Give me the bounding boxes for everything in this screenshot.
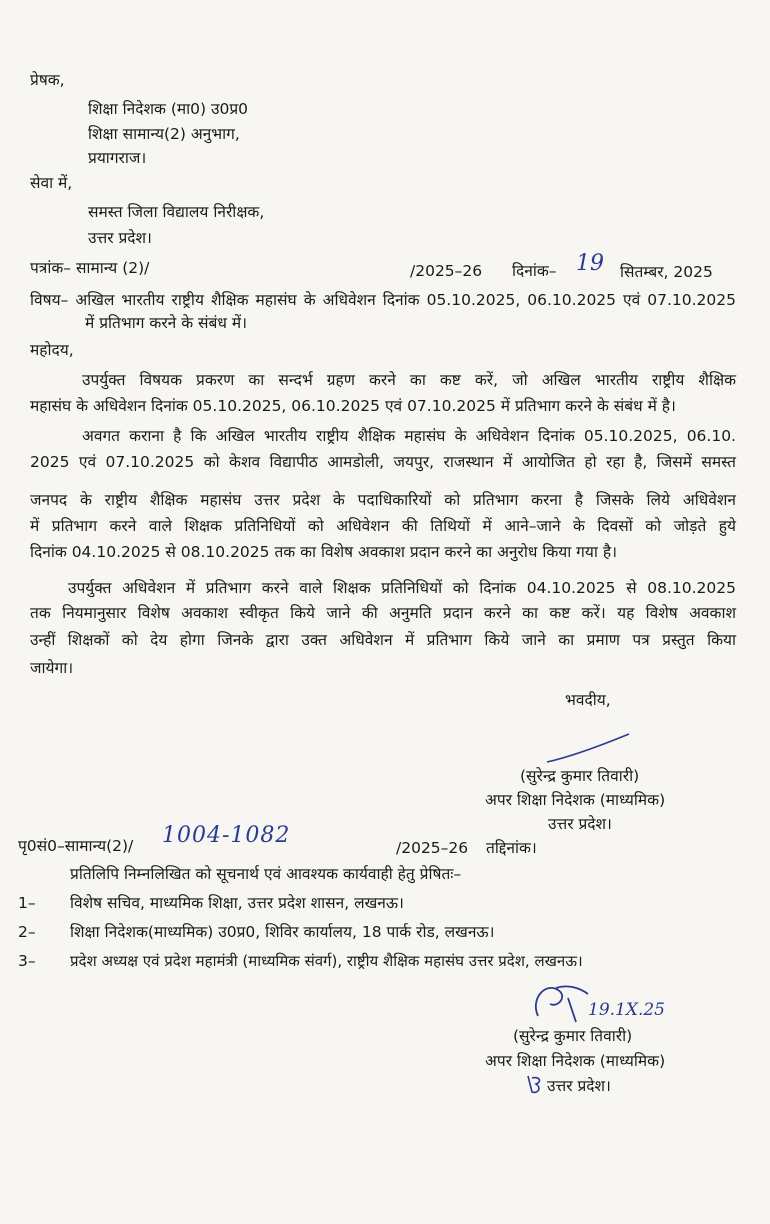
copy-item-1-text: विशेष सचिव, माध्यमिक शिक्षा, उत्तर प्रदेश शासन, लखनऊ। — [70, 894, 404, 912]
sender-office: शिक्षा निदेशक (मा0) उ0प्र0 — [88, 100, 249, 118]
copy-ref-year: /2025–26 — [396, 839, 469, 857]
para2-line-1: अवगत कराना है कि अखिल भारतीय राष्ट्रीय शैक्षिक महासंघ के अधिवेशन दिनांक 05.10.2025, 06.10. — [82, 427, 736, 445]
ref-month-year: सितम्बर, 2025 — [620, 263, 713, 281]
copy-item-2-text: शिक्षा निदेशक(माध्यमिक) उ0प्र0, शिविर कार्यालय, 18 पार्क रोड, लखनऊ। — [70, 923, 495, 941]
recipient-office: समस्त जिला विद्यालय निरीक्षक, — [88, 203, 265, 221]
signature-2-date: 19.1X.25 — [588, 1000, 665, 1020]
para1-line-1: उपर्युक्त विषयक प्रकरण का सन्दर्भ ग्रहण करने का कष्ट करें, जो अखिल भारतीय राष्ट्रीय शैक्षिक — [82, 371, 736, 389]
para2-line-4: में प्रतिभाग करने वाले शिक्षक प्रतिनिधियों को अधिवेशन की तिथियों में आने–जाने के दिवसों को जोड़ते हुये — [30, 517, 736, 535]
para2-line-2: 2025 एवं 07.10.2025 को केशव विद्यापीठ आमडोली, जयपुर, राजस्थान में आयोजित हो रहा है, जिसमें समस्त — [30, 453, 736, 471]
copy-ref-label: पृ0सं0–सामान्य(2)/ — [18, 837, 134, 855]
ref-year: /2025–26 — [410, 262, 483, 280]
closing: भवदीय, — [565, 691, 611, 709]
sender-label: प्रेषक, — [30, 71, 65, 89]
ref-date-handwritten: 19 — [576, 251, 604, 276]
subject-line-2: में प्रतिभाग करने के संबंध में। — [85, 314, 247, 332]
signatory-designation: अपर शिक्षा निदेशक (माध्यमिक) — [485, 791, 666, 809]
para1-line-2: महासंघ के अधिवेशन दिनांक 05.10.2025, 06.10.2025 एवं 07.10.2025 में प्रतिभाग करने के संबंध में है। — [30, 397, 676, 415]
initial-mark — [524, 1072, 546, 1096]
recipient-label: सेवा में, — [30, 174, 73, 192]
subject-line-1: विषय– अखिल भारतीय राष्ट्रीय शैक्षिक महासंघ के अधिवेशन दिनांक 05.10.2025, 06.10.2025 एवं 07.10.2025 — [30, 291, 736, 309]
para3-line-4: जायेगा। — [30, 659, 74, 677]
copy-item-1-number: 1– — [18, 894, 36, 912]
para2-line-5: दिनांक 04.10.2025 से 08.10.2025 तक का विशेष अवकाश प्रदान करने का अनुरोध किया गया है। — [30, 543, 617, 561]
signatory2-state: उत्तर प्रदेश। — [547, 1077, 611, 1095]
sender-section: शिक्षा सामान्य(2) अनुभाग, — [88, 125, 240, 143]
sender-city: प्रयागराज। — [88, 149, 147, 167]
copy-ref-date: तद्दिनांक। — [486, 839, 537, 857]
copy-item-2-number: 2– — [18, 923, 36, 941]
copy-intro: प्रतिलिपि निम्नलिखित को सूचनार्थ एवं आवश्यक कार्यवाही हेतु प्रेषितः– — [70, 865, 462, 883]
para3-line-3: उन्हीं शिक्षकों को देय होगा जिनके द्वारा उक्त अधिवेशन में प्रतिभाग किये जाने का प्रमाण पत्र प्रस्तुत किया — [30, 631, 736, 649]
signatory-name: (सुरेन्द्र कुमार तिवारी) — [520, 767, 640, 785]
recipient-state: उत्तर प्रदेश। — [88, 229, 152, 247]
para2-line-3: जनपद के राष्ट्रीय शैक्षिक महासंघ उत्तर प्रदेश के पदाधिकारियों को प्रतिभाग करना है जिसके लिये अधिवेशन — [30, 491, 736, 509]
patrank: पत्रांक– सामान्य (2)/ — [30, 259, 150, 277]
signature-1 — [545, 728, 635, 768]
copy-item-3-text: प्रदेश अध्यक्ष एवं प्रदेश महामंत्री (माध्यमिक संवर्ग), राष्ट्रीय शैक्षिक महासंघ उत्तर प्रदेश, लखनऊ। — [70, 952, 583, 970]
copy-item-3-number: 3– — [18, 952, 36, 970]
para3-line-1: उपर्युक्त अधिवेशन में प्रतिभाग करने वाले शिक्षक प्रतिनिधियों को दिनांक 04.10.2025 से 08.10.2025 — [68, 579, 736, 597]
signatory2-name: (सुरेन्द्र कुमार तिवारी) — [513, 1027, 633, 1045]
signatory-state: उत्तर प्रदेश। — [548, 815, 612, 833]
ref-date-label: दिनांक– — [512, 262, 557, 280]
salutation: महोदय, — [30, 341, 74, 359]
signatory2-designation: अपर शिक्षा निदेशक (माध्यमिक) — [485, 1052, 666, 1070]
para3-line-2: तक नियमानुसार विशेष अवकाश स्वीकृत किये जाने की अनुमति प्रदान करने का कष्ट करें। यह विशेष अवकाश — [30, 604, 736, 622]
copy-ref-handwritten-number: 1004-1082 — [162, 823, 291, 848]
